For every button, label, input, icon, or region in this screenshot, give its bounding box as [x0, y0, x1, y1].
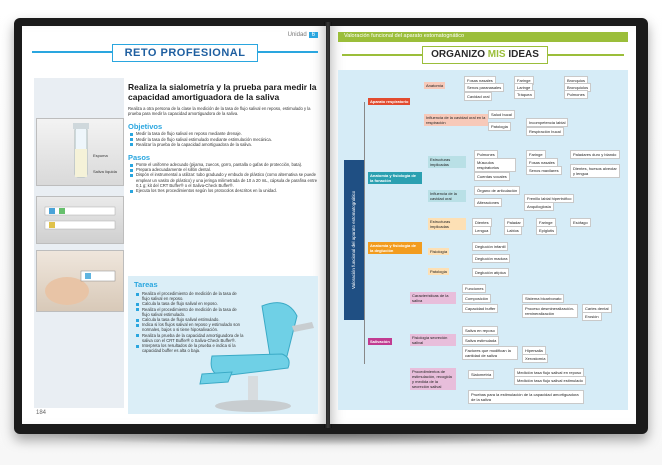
branch-fonacion: Anatomía y fisiología de la fonación	[368, 172, 422, 184]
item: Capacidad buffer	[462, 304, 498, 313]
item: Dientes, huesos alveolar y lengua	[570, 164, 620, 178]
item: Frenillo labial hipertrófico	[524, 194, 574, 203]
item: Órgano de articulación	[474, 186, 520, 195]
item: Pruebas para la estimulación de la capacidad amortiguadora de la saliva	[468, 390, 584, 404]
item: Deglución atípica	[472, 268, 509, 277]
photo-test-tube	[36, 118, 124, 186]
item: Xerostomía	[522, 354, 548, 363]
item: Epiglotis	[536, 226, 557, 235]
unit-number: 6	[309, 32, 318, 38]
objetivo-item: Realizar la prueba de la capacidad amortiguadora de la saliva.	[136, 142, 318, 147]
top-strip	[338, 32, 628, 42]
item: Funciones	[462, 284, 486, 293]
item: Cuerdas vocales	[474, 172, 510, 181]
node-influencia-respiracion: Influencia de la cavidad oral en la respiración	[424, 114, 488, 126]
left-page	[22, 26, 326, 424]
item: Respiración bucal	[526, 127, 564, 136]
node-procedimientos: Procedimientos de estimulación, recogida y medida de la secreción salival	[410, 368, 456, 390]
item: Faringe	[514, 76, 534, 85]
reto-title: RETO PROFESIONAL	[112, 44, 258, 62]
dental-chair-illustration	[192, 296, 322, 416]
item: Cavidad oral	[464, 92, 492, 101]
objetivos-heading: Objetivos	[128, 122, 163, 132]
objetivo-item: Medir la tasa de flujo salival en reposo mediante drenaje.	[136, 131, 318, 136]
branch-deglucion: Anatomía y fisiología de la deglución	[368, 242, 422, 254]
item: Deglución madura	[472, 254, 510, 263]
unit-label	[288, 32, 318, 38]
branch-aparato-respiratorio: Aparato respiratorio	[370, 99, 409, 104]
text-column	[128, 82, 318, 193]
node-patologia-deglucion: Patología	[430, 269, 447, 274]
item: Saliva en reposo	[462, 326, 498, 335]
item: Bronquios	[564, 76, 588, 85]
item: Patología	[488, 122, 511, 131]
item: Alteraciones	[474, 198, 502, 207]
item: Senos maxilares	[526, 166, 562, 175]
item: Faringe	[536, 218, 556, 227]
branch-salivacion: Salivación	[370, 339, 390, 344]
item: Músculos respiratorios	[474, 158, 516, 172]
organizo-prefix: ORGANIZO	[431, 49, 488, 60]
item: Pulmones	[474, 150, 498, 159]
item: Proceso desmineralización-remineralización	[522, 304, 578, 318]
item: Caries dental	[582, 304, 612, 313]
objetivo-item: Medir la tasa de flujo salival estimulado mediante estimulación mecánica.	[136, 137, 318, 142]
item: Pulmones	[564, 90, 588, 99]
item: Esófago	[570, 218, 591, 227]
item: Fosas nasales	[526, 158, 558, 167]
item: Fosas nasales	[464, 76, 496, 85]
node-fisiologia-secrecion: Fisiología secreción salival	[410, 334, 456, 346]
unit-label-text: Unidad	[287, 32, 307, 38]
item: Composición	[462, 294, 491, 303]
item: Paladar	[504, 218, 524, 227]
item: Labios	[504, 226, 522, 235]
paso-item: Ponte el uniforme adecuado (pijama, zuecos, gorro, pantalla o gafas de protección, bata).	[136, 162, 318, 167]
item: Salud bucal	[488, 110, 515, 119]
item: Medición tasa flujo salival en reposo	[514, 368, 584, 377]
pasos-heading: Pasos	[128, 153, 151, 163]
concept-map	[338, 70, 628, 410]
item: Factores que modifican la cantidad de saliva	[462, 346, 518, 360]
root-connector	[364, 102, 365, 364]
item: Senos paranasales	[464, 83, 504, 92]
item: Tráquea	[514, 90, 535, 99]
node-caracteristicas-saliva: Características de la saliva	[410, 292, 456, 304]
tarea-item: Calcula la tasa de flujo salival estimulado.	[142, 317, 244, 322]
concept-map-root: Valoración funcional del aparato estomatognático	[344, 160, 364, 320]
item: Sistema bicarbonato	[522, 294, 564, 303]
organizo-banner	[342, 46, 624, 64]
item: Laringe	[514, 83, 533, 92]
tarea-item: Realiza la prueba de la capacidad amortiguadora de la saliva con el CRT Buffer® o Saliva-Check Buffer®.	[142, 332, 244, 343]
strips-illustration	[37, 197, 123, 243]
node-estructuras-deglucion: Estructuras implicadas	[428, 218, 466, 230]
item: Bronquiolos	[564, 83, 591, 92]
item: Sialometría	[468, 370, 494, 379]
caption-saliva: Saliva líquida	[93, 169, 117, 174]
item: Lengua	[472, 226, 491, 235]
photo-hand-strip	[36, 250, 124, 312]
caption-espuma: Espuma	[93, 153, 108, 158]
paso-item: Prepara adecuadamente el sillón dental.	[136, 167, 318, 172]
item: Dientes	[472, 218, 492, 227]
page-number: 184	[36, 410, 47, 416]
node-influencia-fonacion: Influencia de la cavidad oral	[428, 190, 466, 202]
tarea-item: Interpreta los resultados de la prueba e indica si la capacidad buffer es alta o baja.	[142, 343, 244, 353]
test-tube-illustration	[37, 119, 123, 185]
node-fisiologia-deglucion: Fisiología	[430, 249, 448, 254]
item: Paladares duro y blando	[570, 150, 620, 159]
node-estructuras-fonacion: Estructuras implicadas	[428, 156, 466, 168]
item: Medición tasa flujo salival estimulado	[514, 376, 586, 385]
item: Deglución infantil	[472, 242, 508, 251]
item: Anquiloglosia	[524, 202, 554, 211]
node-anatomia: Anatomía	[426, 83, 444, 88]
tareas-heading: Tareas	[134, 280, 158, 289]
paso-item: Dispón el instrumental a utilizar: tubo graduado y embudo de plástico (como alternativa se puede emplear un vasito de plástico) y una jeringa milimetrada de 10 a 20 mL, cápsula de parafina entre 0,1 g; kit del CRT Buffer® o el Saliva-Check Buffer®.	[136, 172, 318, 188]
intro-text: Realiza a otra persona de la clase la medición de la tasa de flujo salival en reposo, estimulado y la prueba para medir la capacidad amortiguadora de la saliva.	[128, 106, 311, 117]
photo-column	[34, 78, 124, 408]
right-page	[330, 26, 636, 424]
paso-item: Ejecuta los tres procedimientos según los protocolos descritos en la unidad.	[136, 188, 318, 193]
item: Faringe	[526, 150, 546, 159]
tarea-item: Realiza el procedimiento de medición de la tasa de flujo salival estimulado.	[142, 307, 244, 317]
tarea-item: Calcula la tasa de flujo salival en reposo.	[142, 301, 244, 306]
organizo-mis: MIS	[487, 49, 506, 60]
reto-banner	[32, 44, 318, 62]
item: Erosión	[582, 312, 602, 321]
top-strip-text: Valoración funcional del aparato estomatognático	[344, 33, 465, 39]
item: Saliva estimulada	[462, 336, 499, 345]
main-title: Realiza la sialometría y la prueba para medir la capacidad amortiguadora de la saliva	[128, 82, 317, 102]
tarea-item: Indica si los flujos salival en reposo y estimulado son normales, bajos o si tiene hiposalivación.	[142, 322, 244, 332]
organizo-title	[422, 46, 548, 64]
item: Hipersalia	[522, 346, 546, 355]
item: Incompetencia labial	[526, 118, 568, 127]
organizo-suffix: IDEAS	[505, 49, 539, 60]
photo-test-strips	[36, 196, 124, 244]
tarea-item: Realiza el procedimiento de medición de la tasa de flujo salival en reposo.	[142, 291, 244, 301]
hand-illustration	[37, 251, 123, 311]
